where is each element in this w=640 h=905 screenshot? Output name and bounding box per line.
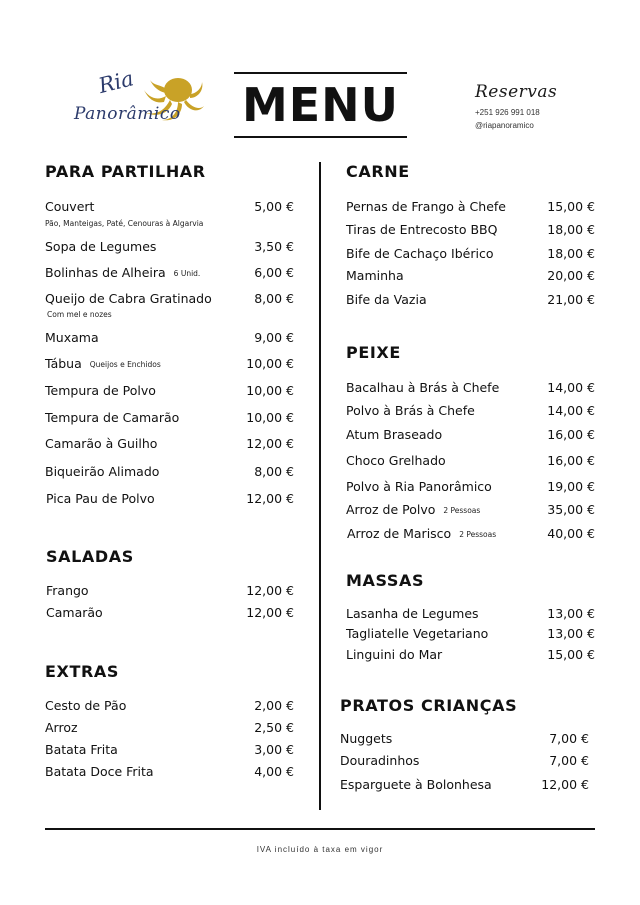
menu-item-name: Arroz de Polvo bbox=[346, 502, 436, 517]
menu-item-price: 8,00 € bbox=[254, 464, 294, 479]
menu-item-price: 9,00 € bbox=[254, 330, 294, 345]
menu-title-box bbox=[234, 72, 407, 138]
menu-item-price: 10,00 € bbox=[246, 410, 294, 425]
menu-item-price: 5,00 € bbox=[254, 199, 294, 214]
section-title-partilhar: PARA PARTILHAR bbox=[45, 162, 206, 181]
menu-item-name-row bbox=[45, 356, 161, 371]
menu-item-name-row bbox=[347, 526, 496, 541]
menu-item-name: Frango bbox=[46, 583, 89, 598]
menu-item-name: Tábua bbox=[45, 356, 82, 371]
menu-item-name: Bife de Cachaço Ibérico bbox=[346, 246, 494, 261]
menu-item-name: Polvo à Ria Panorâmico bbox=[346, 479, 492, 494]
menu-item-price: 3,00 € bbox=[254, 742, 294, 757]
menu-item-price: 7,00 € bbox=[549, 753, 589, 768]
reservations-title: Reservas bbox=[475, 82, 558, 102]
reservations-block bbox=[475, 82, 595, 130]
menu-item-name: Arroz de Marisco bbox=[347, 526, 452, 541]
menu-item-name: Batata Doce Frita bbox=[45, 764, 154, 779]
menu-item-name: Esparguete à Bolonhesa bbox=[340, 777, 492, 792]
menu-item-name: Douradinhos bbox=[340, 753, 420, 768]
menu-item-name: Polvo à Brás à Chefe bbox=[346, 403, 475, 418]
menu-item-name: Queijo de Cabra Gratinado bbox=[45, 291, 212, 306]
menu-item-note: Com mel e nozes bbox=[47, 310, 112, 319]
menu-item-price: 8,00 € bbox=[254, 291, 294, 306]
menu-item-inline-note: Queijos e Enchidos bbox=[89, 360, 161, 369]
logo-panoramico-text: Panorâmico bbox=[74, 104, 181, 124]
menu-item-price: 15,00 € bbox=[547, 647, 595, 662]
page-title: MENU bbox=[241, 78, 400, 132]
menu-item-price: 35,00 € bbox=[547, 502, 595, 517]
menu-item-name: Tagliatelle Vegetariano bbox=[346, 626, 489, 641]
menu-item-name: Batata Frita bbox=[45, 742, 118, 757]
restaurant-logo bbox=[70, 66, 210, 134]
menu-item-price: 12,00 € bbox=[246, 583, 294, 598]
menu-item-name: Muxama bbox=[45, 330, 99, 345]
menu-item-name: Pica Pau de Polvo bbox=[46, 491, 155, 506]
menu-item-price: 3,50 € bbox=[254, 239, 294, 254]
section-title-carne: CARNE bbox=[346, 162, 410, 181]
menu-item-price: 2,50 € bbox=[254, 720, 294, 735]
section-title-peixe: PEIXE bbox=[346, 343, 401, 362]
menu-item-price: 13,00 € bbox=[547, 606, 595, 621]
menu-item-price: 14,00 € bbox=[547, 403, 595, 418]
menu-item-name: Bife da Vazia bbox=[346, 292, 427, 307]
section-title-massas: MASSAS bbox=[346, 571, 425, 590]
menu-item-price: 14,00 € bbox=[547, 380, 595, 395]
menu-item-price: 16,00 € bbox=[547, 453, 595, 468]
menu-item-name: Arroz bbox=[45, 720, 78, 735]
menu-item-note: Pão, Manteigas, Paté, Cenouras à Algarvia bbox=[45, 219, 204, 228]
menu-item-inline-note: 2 Pessoas bbox=[459, 530, 497, 539]
menu-item-name: Camarão à Guilho bbox=[45, 436, 158, 451]
menu-item-name-row bbox=[346, 502, 480, 517]
menu-item-price: 18,00 € bbox=[547, 246, 595, 261]
section-title-extras: EXTRAS bbox=[45, 662, 120, 681]
menu-item-name: Maminha bbox=[346, 268, 404, 283]
tax-note: IVA incluído à taxa em vigor bbox=[256, 845, 384, 854]
menu-item-name: Linguini do Mar bbox=[346, 647, 443, 662]
menu-item-price: 20,00 € bbox=[547, 268, 595, 283]
menu-item-name: Tempura de Polvo bbox=[45, 383, 156, 398]
menu-item-price: 10,00 € bbox=[246, 383, 294, 398]
menu-item-price: 7,00 € bbox=[549, 731, 589, 746]
section-title-criancas: PRATOS CRIANÇAS bbox=[340, 696, 518, 715]
menu-item-name: Bacalhau à Brás à Chefe bbox=[346, 380, 500, 395]
column-divider bbox=[319, 162, 321, 810]
menu-item-name: Bolinhas de Alheira bbox=[45, 265, 166, 280]
menu-item-price: 12,00 € bbox=[541, 777, 589, 792]
menu-item-price: 12,00 € bbox=[246, 605, 294, 620]
menu-item-price: 13,00 € bbox=[547, 626, 595, 641]
menu-item-name-row bbox=[45, 265, 200, 280]
menu-item-price: 15,00 € bbox=[547, 199, 595, 214]
menu-item-price: 10,00 € bbox=[246, 356, 294, 371]
reservations-social: @riapanoramico bbox=[475, 121, 534, 130]
menu-item-name: Nuggets bbox=[340, 731, 393, 746]
menu-item-price: 16,00 € bbox=[547, 427, 595, 442]
reservations-phone: +251 926 991 018 bbox=[475, 108, 540, 117]
menu-item-name: Lasanha de Legumes bbox=[346, 606, 479, 621]
logo-ria-text: Ria bbox=[96, 66, 137, 98]
menu-item-name: Tempura de Camarão bbox=[45, 410, 180, 425]
menu-item-price: 18,00 € bbox=[547, 222, 595, 237]
menu-item-price: 2,00 € bbox=[254, 698, 294, 713]
menu-item-name: Cesto de Pão bbox=[45, 698, 127, 713]
menu-item-name: Biqueirão Alimado bbox=[45, 464, 160, 479]
menu-item-name: Pernas de Frango à Chefe bbox=[346, 199, 506, 214]
menu-item-name: Couvert bbox=[45, 199, 95, 214]
menu-item-inline-note: 6 Unid. bbox=[173, 269, 201, 278]
menu-item-name: Camarão bbox=[46, 605, 103, 620]
menu-item-name: Choco Grelhado bbox=[346, 453, 446, 468]
footer-divider bbox=[45, 828, 595, 830]
menu-item-price: 19,00 € bbox=[547, 479, 595, 494]
menu-item-price: 4,00 € bbox=[254, 764, 294, 779]
menu-item-price: 40,00 € bbox=[547, 526, 595, 541]
menu-item-name: Tiras de Entrecosto BBQ bbox=[346, 222, 498, 237]
menu-item-price: 21,00 € bbox=[547, 292, 595, 307]
menu-item-name: Atum Braseado bbox=[346, 427, 443, 442]
menu-item-price: 6,00 € bbox=[254, 265, 294, 280]
section-title-saladas: SALADAS bbox=[46, 547, 134, 566]
menu-item-price: 12,00 € bbox=[246, 491, 294, 506]
menu-item-name: Sopa de Legumes bbox=[45, 239, 157, 254]
menu-item-price: 12,00 € bbox=[246, 436, 294, 451]
menu-item-inline-note: 2 Pessoas bbox=[443, 506, 481, 515]
